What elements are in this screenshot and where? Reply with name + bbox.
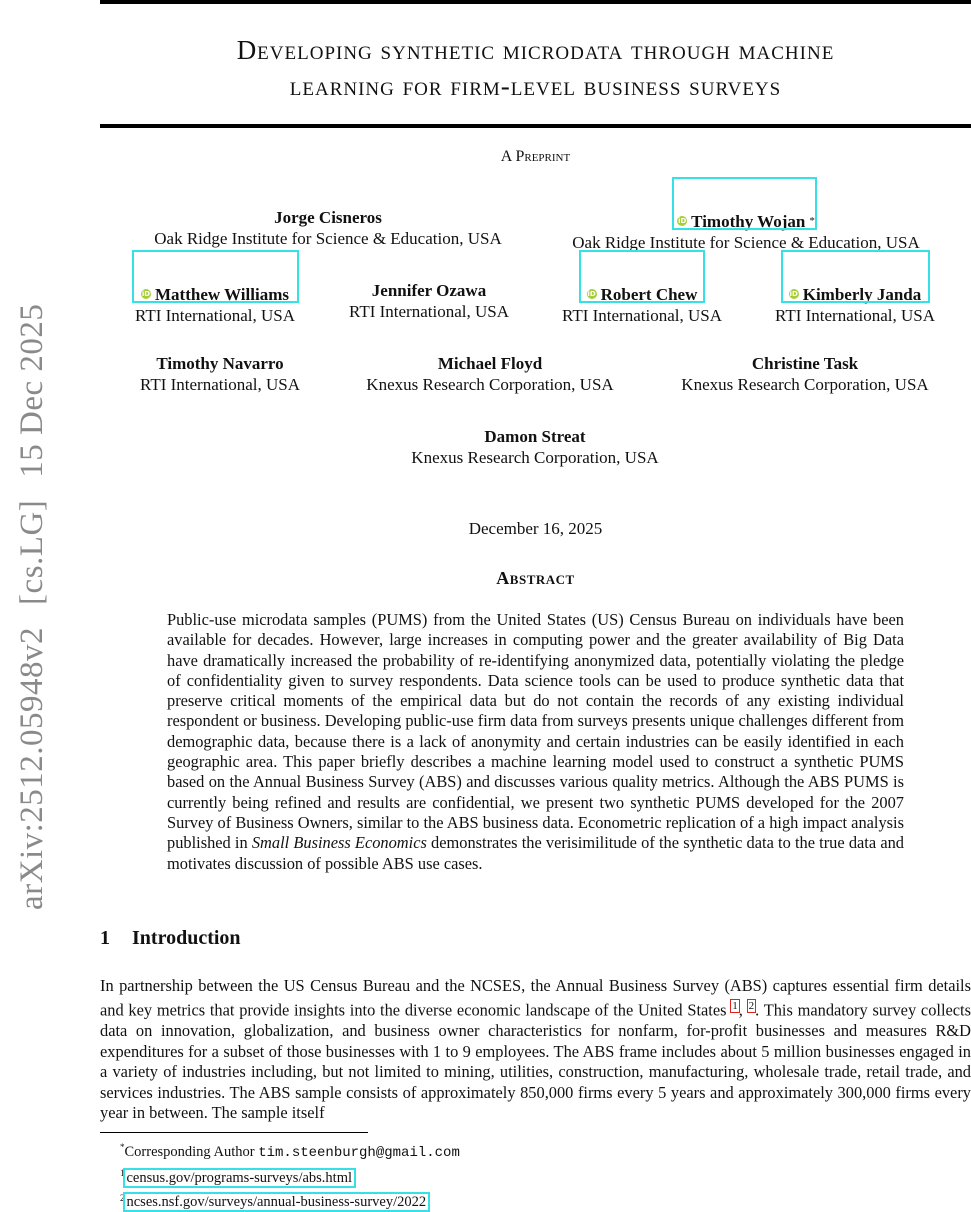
author-affiliation: Knexus Research Corporation, USA — [366, 375, 614, 394]
arxiv-date: 15 Dec 2025 — [13, 303, 50, 478]
section-heading — [100, 927, 241, 950]
footnote-2: $^2$ ncses.nsf.gov/surveys/annual-business-survey/2022 — [120, 1192, 427, 1211]
corresponding-email[interactable]: tim.steenburgh@gmail.com — [258, 1144, 460, 1161]
author-affiliation: RTI International, USA — [775, 305, 935, 325]
footnote-corresponding: *Corresponding Author tim.steenburgh@gmail.com — [120, 1142, 460, 1161]
title-rule-top — [100, 0, 971, 4]
author-name: Damon Streat — [484, 427, 586, 446]
author-block — [110, 207, 546, 249]
author-name: iD Timothy Wojan * — [678, 211, 815, 231]
orcid-icon[interactable]: iD — [141, 290, 151, 298]
footnote-link[interactable]: census.gov/programs-surveys/abs.html — [126, 1169, 353, 1186]
author-block — [537, 280, 747, 326]
author-name: iD Kimberly Janda — [789, 284, 922, 304]
abstract-text: Public-use microdata samples (PUMS) from the United States (US) Census Bureau on individuals have been available for decades. However, large increases in computing power and the greater availability of Big Data have dramatically increased the probability of re-identifying anonymized data, potentially violating the pledge of confidentiality given to survey respondents. Data science tools can be used to produce synthetic data that preserve critical moments of the empirical data but do not contain the records of any existing individual respondent or business. Developing public-use firm data from surveys presents unique challenges different from demographic data, because there is a lack of anonymity and certain industries can be easily identified in each geographic area. This paper briefly describes a machine learning model used to construct a synthetic PUMS based on the Annual Business Survey (ABS) and discusses various quality metrics. Although the ABS PUMS is currently being refined and results are confidential, we present two synthetic PUMS developed for the 2007 Survey of Business Owners, similar to the ABS business data. Econometric replication of a high impact analysis published in Small Business Economics demonstrates the verisimilitude of the synthetic data to the true data and motivates discussion of possible ABS use cases. — [167, 610, 904, 873]
author-block — [750, 280, 960, 326]
arxiv-side-stamp — [14, 250, 50, 910]
author-name: Timothy Navarro — [156, 354, 284, 373]
paper-title — [100, 32, 971, 104]
footnote-ref-link[interactable]: 1 — [732, 1000, 738, 1013]
author-name: Christine Task — [751, 354, 859, 373]
author-affiliation: RTI International, USA — [140, 375, 300, 394]
orcid-icon[interactable]: iD — [789, 290, 798, 298]
orcid-icon[interactable]: iD — [587, 290, 596, 298]
author-block — [385, 426, 685, 468]
author-affiliation: RTI International, USA — [135, 305, 295, 325]
author-name: iD Robert Chew — [587, 284, 698, 304]
title-line-2: learning for firm-level business surveys — [289, 71, 782, 101]
footnote-ref-link[interactable]: 2 — [748, 1000, 755, 1013]
orcid-icon[interactable]: iD — [678, 217, 687, 225]
author-name: Michael Floyd — [437, 354, 543, 373]
author-affiliation: Knexus Research Corporation, USA — [411, 448, 659, 467]
preprint-label: A Preprint — [500, 148, 571, 165]
author-affiliation: Oak Ridge Institute for Science & Education, USA — [154, 229, 502, 248]
footnote-rule — [100, 1132, 368, 1133]
title-rule-bottom — [100, 124, 971, 128]
section-number: 1 — [100, 927, 110, 949]
arxiv-category: [cs.LG] — [13, 499, 50, 605]
author-block — [528, 207, 964, 253]
footnote-1: $^1$ census.gov/programs-surveys/abs.html — [120, 1167, 353, 1186]
section-title: Introduction — [132, 927, 241, 949]
author-affiliation: Oak Ridge Institute for Science & Education, USA — [572, 232, 920, 252]
author-name: Jorge Cisneros — [274, 208, 382, 227]
author-block — [110, 280, 320, 326]
author-block — [655, 353, 955, 395]
author-affiliation: RTI International, USA — [349, 302, 509, 321]
intro-paragraph: In partnership between the US Census Bureau and the NCSES, the Annual Business Survey (ABS) captures essential firm details and key metrics that provide insights into the diverse economic landscape of the United States $^1$, $^2$. This mandatory survey collects data on innovation, globalization, and business owner characteristics for nonfarm, for-profit businesses and measures R&D expenditures for a subset of those businesses with 1 to 9 employees. The ABS frame includes about 5 million businesses engaged in a variety of industries including, but not limited to mining, utilities, construction, manufacturing, wholesale trade, retail trade, and services industries. The ABS sample consists of approximately 850,000 firms every 5 years and approximately 300,000 firms every year in between. The sample itself — [100, 976, 971, 1122]
author-affiliation: Knexus Research Corporation, USA — [681, 375, 929, 394]
author-block — [110, 353, 330, 395]
footnote-link[interactable]: ncses.nsf.gov/surveys/annual-business-survey/2022 — [126, 1194, 427, 1211]
author-affiliation: RTI International, USA — [562, 305, 722, 325]
arxiv-id: arXiv:2512.05948v2 — [13, 626, 50, 910]
title-line-1: Developing synthetic microdata through machine — [236, 35, 835, 65]
author-name: iD Matthew Williams — [141, 284, 289, 304]
footnotes — [120, 1137, 460, 1212]
author-block — [340, 353, 640, 395]
author-block — [324, 280, 534, 322]
abstract-heading: Abstract — [496, 568, 575, 588]
author-name: Jennifer Ozawa — [371, 281, 487, 300]
journal-name: Small Business Economics — [251, 833, 427, 853]
publication-date: December 16, 2025 — [468, 519, 603, 538]
